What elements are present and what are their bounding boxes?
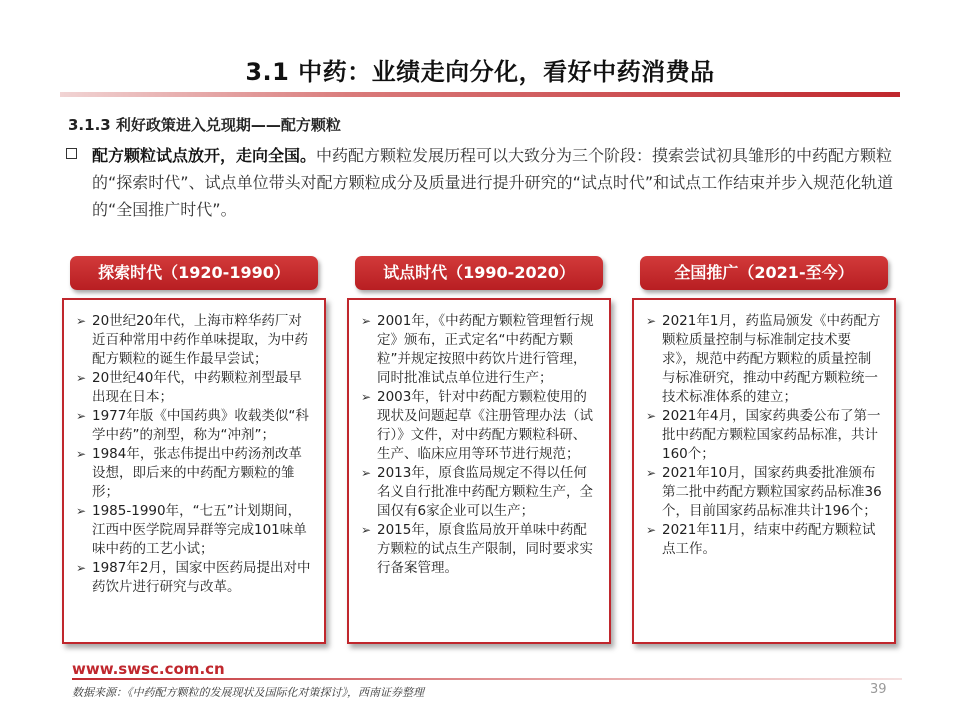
list-item: ➢ 2015年，原食监局放开单味中药配方颗粒的试点生产限制，同时要求实行备案管理。 (361, 521, 597, 578)
phase-list-exploration (76, 312, 312, 597)
list-item: ➢ 2003年，针对中药配方颗粒使用的现状及问题起草《注册管理办法（试行）》文件，对中药配方颗粒科研、生产、临床应用等环节进行规范； (361, 388, 597, 464)
list-item: ➢ 1977年版《中国药典》收载类似“科学中药”的剂型，称为“冲剂”； (76, 407, 312, 445)
phase-box-pilot (347, 298, 611, 644)
list-item: ➢ 20世纪20年代，上海市粹华药厂对近百种常用中药作单味提取，为中药配方颗粒的诞生作最早尝试； (76, 312, 312, 369)
list-item: ➢ 1984年，张志伟提出中药汤剂改革设想，即后来的中药配方颗粒的雏形； (76, 445, 312, 502)
phase-list-nationwide (646, 312, 882, 559)
page-number: 39 (870, 682, 887, 697)
phase-list-pilot (361, 312, 597, 578)
intro-paragraph (66, 142, 916, 223)
list-item: ➢ 2021年1月，药监局颁发《中药配方颗粒质量控制与标准制定技术要求》，规范中药配方颗粒的质量控制与标准研究，推动中药配方颗粒统一技术标准体系的建立； (646, 312, 882, 407)
intro-text: 中药配方颗粒发展历程可以大致分为三个阶段：摸索尝试初具雏形的中药配方颗粒的“探索时代”、试点单位带头对配方颗粒成分及质量进行提升研究的“试点时代”和试点工作结束并步入规范化轨道的“全国推广时代”。 (92, 146, 894, 219)
phase-header-pilot: 试点时代（1990-2020） (355, 256, 603, 290)
phase-header-exploration: 探索时代（1920-1990） (70, 256, 318, 290)
footer-source: 数据来源：《中药配方颗粒的发展现状及国际化对策探讨》，西南证券整理 (72, 686, 424, 699)
list-item: ➢ 2021年11月，结束中药配方颗粒试点工作。 (646, 521, 882, 559)
phase-box-exploration (62, 298, 326, 644)
checkbox-bullet-icon (66, 148, 77, 159)
list-item: ➢ 2021年10月，国家药典委批准颁布第二批中药配方颗粒国家药品标准36个，目前国家药品标准共计196个； (646, 464, 882, 521)
list-item: ➢ 2001年，《中药配方颗粒管理暂行规定》颁布，正式定名“中药配方颗粒”并规定按照中药饮片进行管理，同时批准试点单位进行生产； (361, 312, 597, 388)
phase-header-nationwide: 全国推广（2021-至今） (640, 256, 888, 290)
footer-url: www.swsc.com.cn (72, 660, 225, 678)
intro-lead: 配方颗粒试点放开，走向全国。 (92, 146, 317, 165)
page-title: 3.1 中药：业绩走向分化，看好中药消费品 (245, 58, 715, 86)
list-item: ➢ 2013年，原食监局规定不得以任何名义自行批准中药配方颗粒生产，全国仅有6家企业可以生产； (361, 464, 597, 521)
title-divider (60, 92, 900, 97)
footer-divider (72, 678, 902, 680)
list-item: ➢ 20世纪40年代，中药颗粒剂型最早出现在日本； (76, 369, 312, 407)
section-title: 3.1.3 利好政策进入兑现期——配方颗粒 (68, 116, 341, 134)
list-item: ➢ 1987年2月，国家中医药局提出对中药饮片进行研究与改革。 (76, 559, 312, 597)
list-item: ➢ 2021年4月，国家药典委公布了第一批中药配方颗粒国家药品标准，共计160个； (646, 407, 882, 464)
list-item: ➢ 1985-1990年，“七五”计划期间，江西中医学院周异群等完成101味单味中药的工艺小试； (76, 502, 312, 559)
phase-box-nationwide (632, 298, 896, 644)
